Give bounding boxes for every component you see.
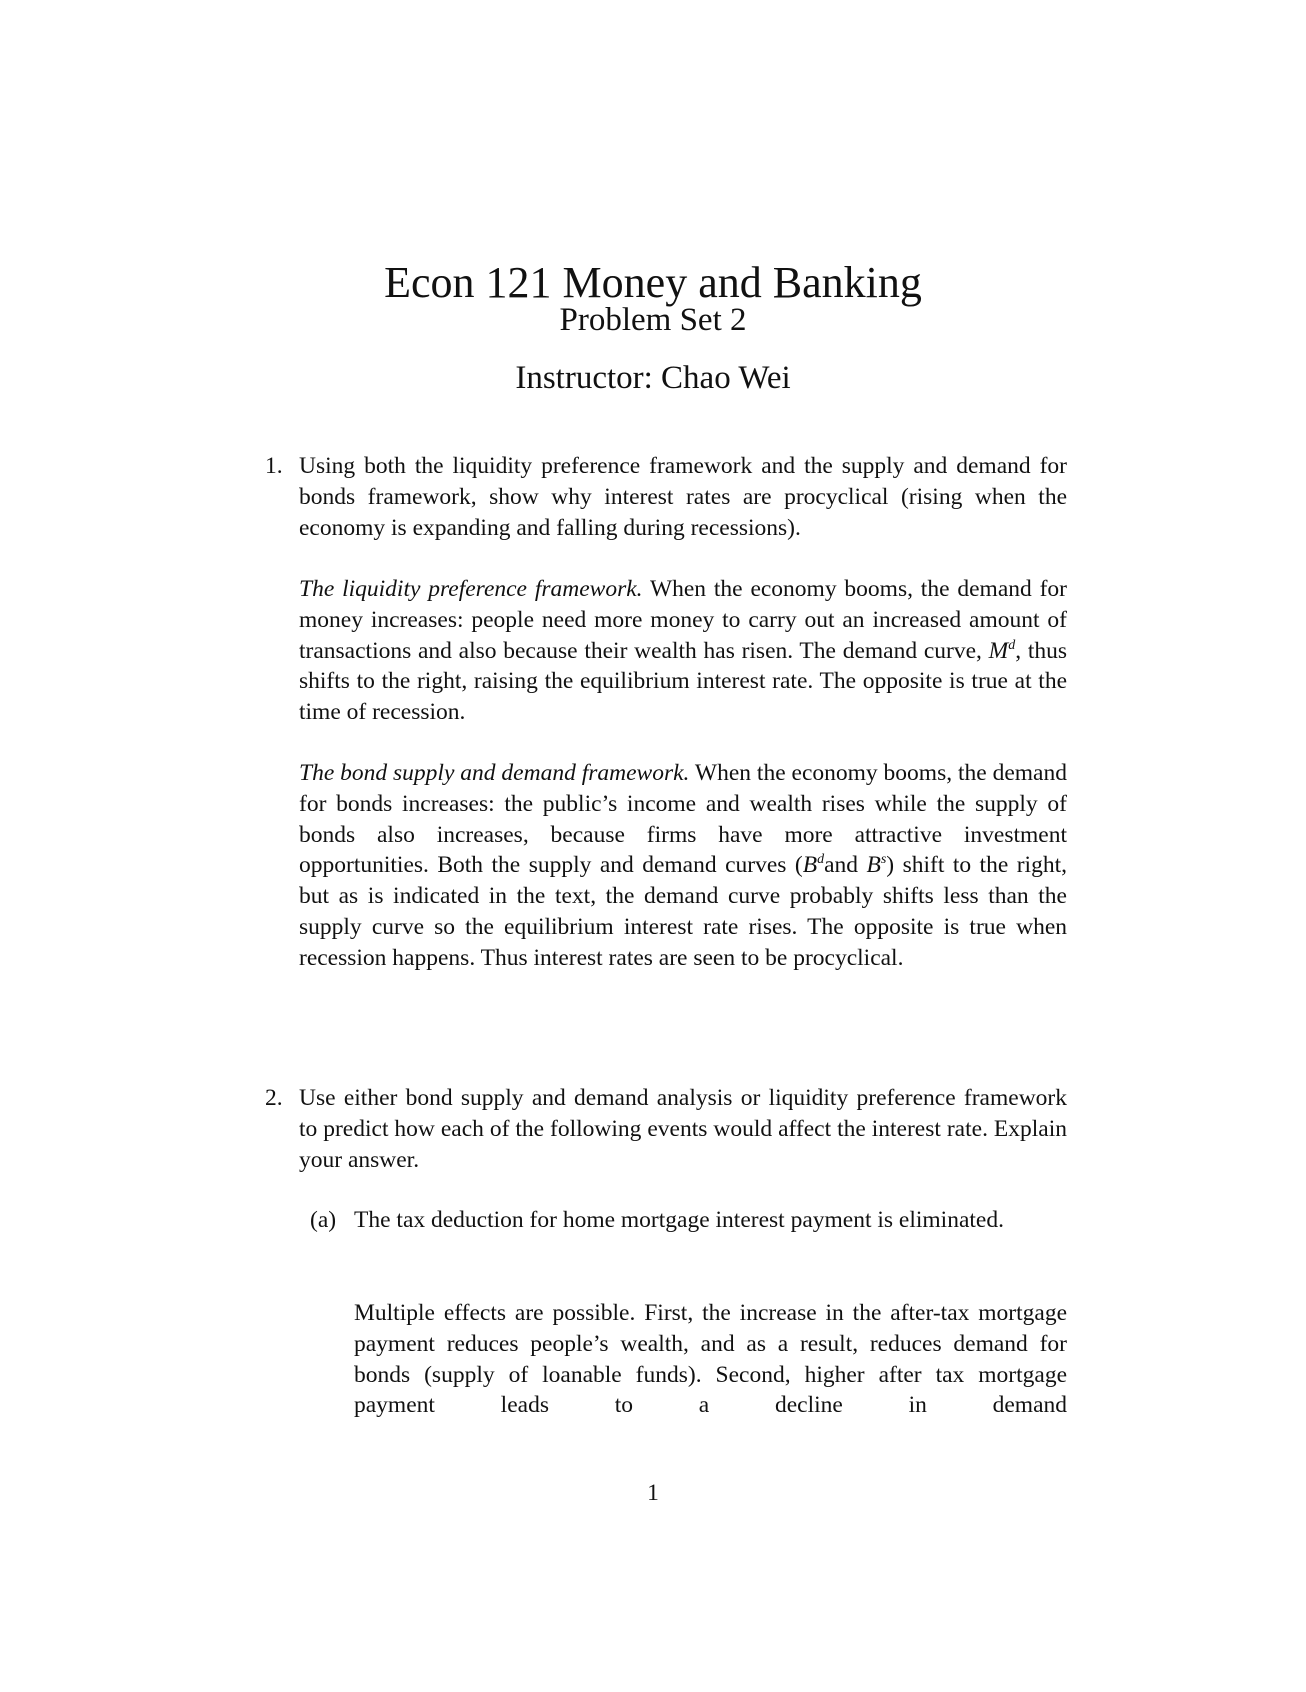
bond-supply-symbol bbox=[866, 852, 886, 878]
question-1-text: Using both the liquidity preference framework and the supply and demand for bonds framework, show why interest rates are procyclical (rising when the economy is expanding and falling during recessions). bbox=[299, 453, 1067, 541]
document-subtitle: Problem Set 2 bbox=[559, 302, 747, 338]
bond-demand-base: B bbox=[802, 852, 818, 879]
document-title: Econ 121 Money and Banking bbox=[384, 258, 922, 307]
question-1-liquidity-answer bbox=[299, 574, 1067, 728]
question-2-text: Use either bond supply and demand analysis or liquidity preference framework to predict how each of the following events would affect the interest rate. Explain your answer. bbox=[299, 1085, 1067, 1173]
question-2a-text: The tax deduction for home mortgage interest payment is eliminated. bbox=[354, 1207, 1004, 1233]
bond-demand-sup: d bbox=[817, 852, 825, 868]
bond-demand-symbol bbox=[803, 852, 824, 878]
page-number: 1 bbox=[647, 1480, 659, 1506]
bond-answer-part-1: When the economy booms, the demand for bonds increases: the public’s income and wealth rises while the supply of bonds also increases, because firms have more attractive investment opportunities. Both the supply and demand curves ( bbox=[299, 760, 1067, 879]
question-2-number: 2. bbox=[265, 1085, 283, 1111]
question-2a-answer: Multiple effects are possible. First, the increase in the after-tax mortgage payment reduces people’s wealth, and as a result, reduces demand for bonds (supply of loanable funds). Second, higher after tax mortgage payment leads to a decline in demand bbox=[354, 1300, 1067, 1419]
money-demand-sup: d bbox=[1008, 637, 1016, 653]
liquidity-answer-part-1: When the economy booms, the demand for money increases: people need more money to carry out an increased amount of transactions and also because their wealth has risen. The demand curve, bbox=[299, 576, 1067, 664]
bond-answer-part-3: ) shift to the right, but as is indicated in the text, the demand curve probably shifts less than the supply curve so the equilibrium interest rate rises. The opposite is true when recession happens. Thus interest rates are seen to be procyclical. bbox=[299, 852, 1067, 971]
question-1-bond-answer bbox=[299, 758, 1067, 974]
bond-answer-part-2: and bbox=[824, 852, 867, 879]
liquidity-framework-heading: The liquidity preference framework. bbox=[299, 576, 643, 602]
question-2a-label: (a) bbox=[310, 1207, 337, 1233]
bond-framework-heading: The bond supply and demand framework. bbox=[299, 760, 690, 786]
liquidity-answer-part-2: , thus shifts to the right, raising the equilibrium interest rate. The opposite is true at the time of recession. bbox=[299, 637, 1067, 726]
question-1-number: 1. bbox=[265, 453, 283, 479]
instructor-line: Instructor: Chao Wei bbox=[515, 360, 791, 396]
bond-supply-base: B bbox=[866, 852, 881, 879]
bond-supply-sup: s bbox=[880, 852, 887, 868]
money-demand-symbol bbox=[989, 638, 1016, 664]
money-demand-base: M bbox=[988, 637, 1009, 664]
